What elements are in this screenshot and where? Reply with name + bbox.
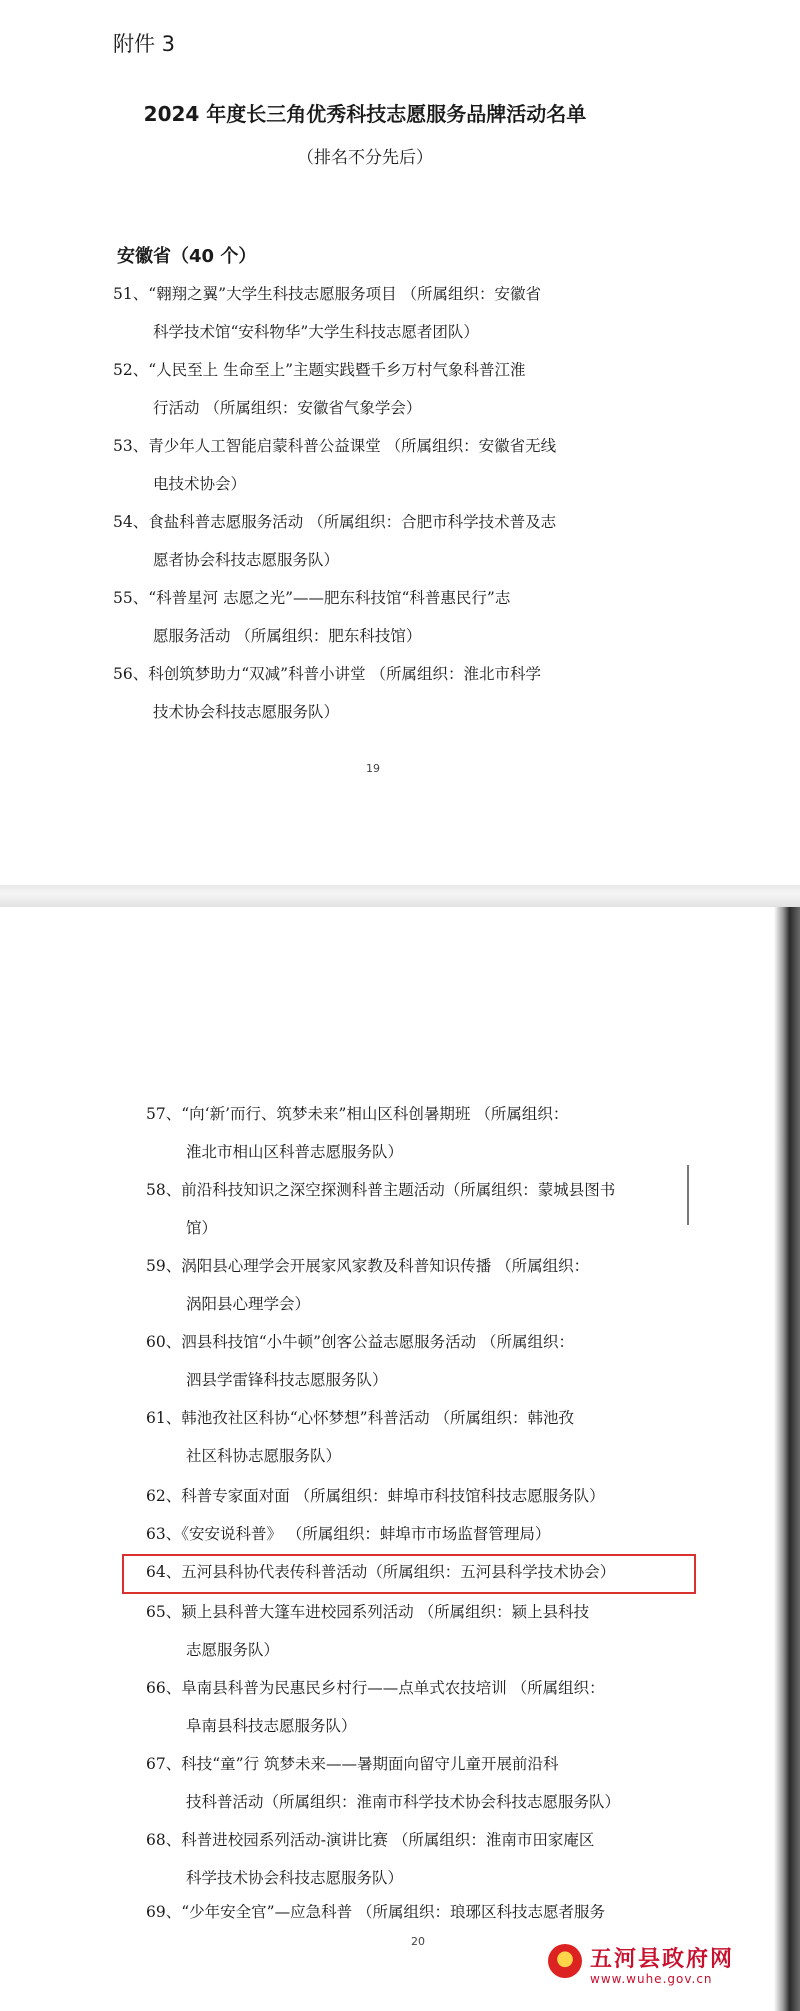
entry-line: 科学技术协会科技志愿服务队） bbox=[186, 1869, 404, 1887]
list-item bbox=[146, 1095, 706, 1171]
entry-line: 电技术协会） bbox=[153, 475, 247, 493]
list-item bbox=[113, 275, 658, 351]
list-item bbox=[113, 579, 658, 655]
list-item bbox=[113, 351, 658, 427]
highlighted-list-item: 64、五河县科协代表传科普活动（所属组织：五河县科学技术协会） bbox=[146, 1563, 616, 1581]
attachment-label: 附件 3 bbox=[113, 32, 176, 56]
document-title: 2024 年度长三角优秀科技志愿服务品牌活动名单 bbox=[143, 102, 587, 126]
entry-line: 淮北市相山区科普志愿服务队） bbox=[186, 1143, 404, 1161]
list-item: 69、“少年安全官”—应急科普 （所属组织：琅琊区科技志愿者服务 bbox=[146, 1903, 606, 1921]
list-item: 62、科普专家面对面 （所属组织：蚌埠市科技馆科技志愿服务队） bbox=[146, 1487, 605, 1505]
red-highlight-box bbox=[122, 1554, 696, 1594]
entry-line: 馆） bbox=[186, 1219, 218, 1237]
province-heading: 安徽省（40 个） bbox=[117, 246, 257, 267]
entry-line: 55、“科普星河 志愿之光”——肥东科技馆“科普惠民行”志 bbox=[113, 589, 511, 607]
page-number: 20 bbox=[411, 1935, 425, 1948]
entry-line: 行活动 （所属组织：安徽省气象学会） bbox=[153, 399, 422, 417]
list-item bbox=[146, 1247, 706, 1323]
watermark-name: 五河县政府网 bbox=[590, 1947, 735, 1972]
list-item bbox=[113, 655, 658, 731]
entry-line: 泗县学雷锋科技志愿服务队） bbox=[186, 1371, 388, 1389]
list-item bbox=[113, 503, 658, 579]
page-number: 19 bbox=[366, 762, 380, 775]
list-item bbox=[146, 1593, 706, 1669]
list-item bbox=[146, 1669, 706, 1745]
entry-line: 愿服务活动 （所属组织：肥东科技馆） bbox=[153, 627, 422, 645]
entry-line: 56、科创筑梦助力“双减”科普小讲堂 （所属组织：淮北市科学 bbox=[113, 665, 542, 683]
list-item bbox=[146, 1821, 706, 1897]
entry-line: 52、“人民至上 生命至上”主题实践暨千乡万村气象科普江淮 bbox=[113, 361, 526, 379]
site-watermark bbox=[548, 1942, 788, 2004]
entry-line: 61、韩池孜社区科协“心怀梦想”科普活动 （所属组织：韩池孜 bbox=[146, 1409, 575, 1427]
entry-line: 68、科普进校园系列活动-演讲比赛 （所属组织：淮南市田家庵区 bbox=[146, 1831, 595, 1849]
list-item bbox=[146, 1171, 706, 1247]
entry-line: 科学技术馆“安科物华”大学生科技志愿者团队） bbox=[153, 323, 479, 341]
scan-edge-shadow bbox=[774, 907, 800, 2011]
list-item bbox=[146, 1399, 706, 1475]
entry-line: 58、前沿科技知识之深空探测科普主题活动（所属组织：蒙城县图书 bbox=[146, 1181, 616, 1199]
entry-line: 阜南县科技志愿服务队） bbox=[186, 1717, 357, 1735]
list-item bbox=[146, 1745, 706, 1821]
entry-line: 59、涡阳县心理学会开展家风家教及科普知识传播 （所属组织： bbox=[146, 1257, 590, 1275]
entry-line: 社区科协志愿服务队） bbox=[186, 1447, 342, 1465]
entry-line: 技术协会科技志愿服务队） bbox=[153, 703, 340, 721]
entry-line: 志愿服务队） bbox=[186, 1641, 280, 1659]
document-subtitle: （排名不分先后） bbox=[297, 148, 433, 168]
entry-line: 51、“翱翔之翼”大学生科技志愿服务项目 （所属组织：安徽省 bbox=[113, 285, 542, 303]
document-page-1 bbox=[0, 0, 800, 885]
entry-line: 涡阳县心理学会） bbox=[186, 1295, 311, 1313]
entry-line: 愿者协会科技志愿服务队） bbox=[153, 551, 340, 569]
entry-line: 65、颍上县科普大篷车进校园系列活动 （所属组织：颍上县科技 bbox=[146, 1603, 590, 1621]
entry-line: 57、“向‘新’而行、筑梦未来”相山区科创暑期班 （所属组织： bbox=[146, 1105, 569, 1123]
list-item: 63、《安安说科普》 （所属组织：蚌埠市市场监督管理局） bbox=[146, 1525, 551, 1543]
entry-line: 技科普活动（所属组织：淮南市科学技术协会科技志愿服务队） bbox=[186, 1793, 621, 1811]
entry-line: 53、青少年人工智能启蒙科普公益课堂 （所属组织：安徽省无线 bbox=[113, 437, 557, 455]
emblem-icon bbox=[548, 1944, 582, 1978]
list-item bbox=[113, 427, 658, 503]
watermark-url: www.wuhe.gov.cn bbox=[590, 1972, 713, 1986]
entry-line: 54、食盐科普志愿服务活动 （所属组织：合肥市科学技术普及志 bbox=[113, 513, 557, 531]
entry-line: 60、泗县科技馆“小牛顿”创客公益志愿服务活动 （所属组织： bbox=[146, 1333, 575, 1351]
list-item bbox=[146, 1323, 706, 1399]
page-separator bbox=[0, 885, 800, 907]
entry-line: 67、科技“童”行 筑梦未来——暑期面向留守儿童开展前沿科 bbox=[146, 1755, 559, 1773]
entry-line: 66、阜南县科普为民惠民乡村行——点单式农技培训 （所属组织： bbox=[146, 1679, 605, 1697]
